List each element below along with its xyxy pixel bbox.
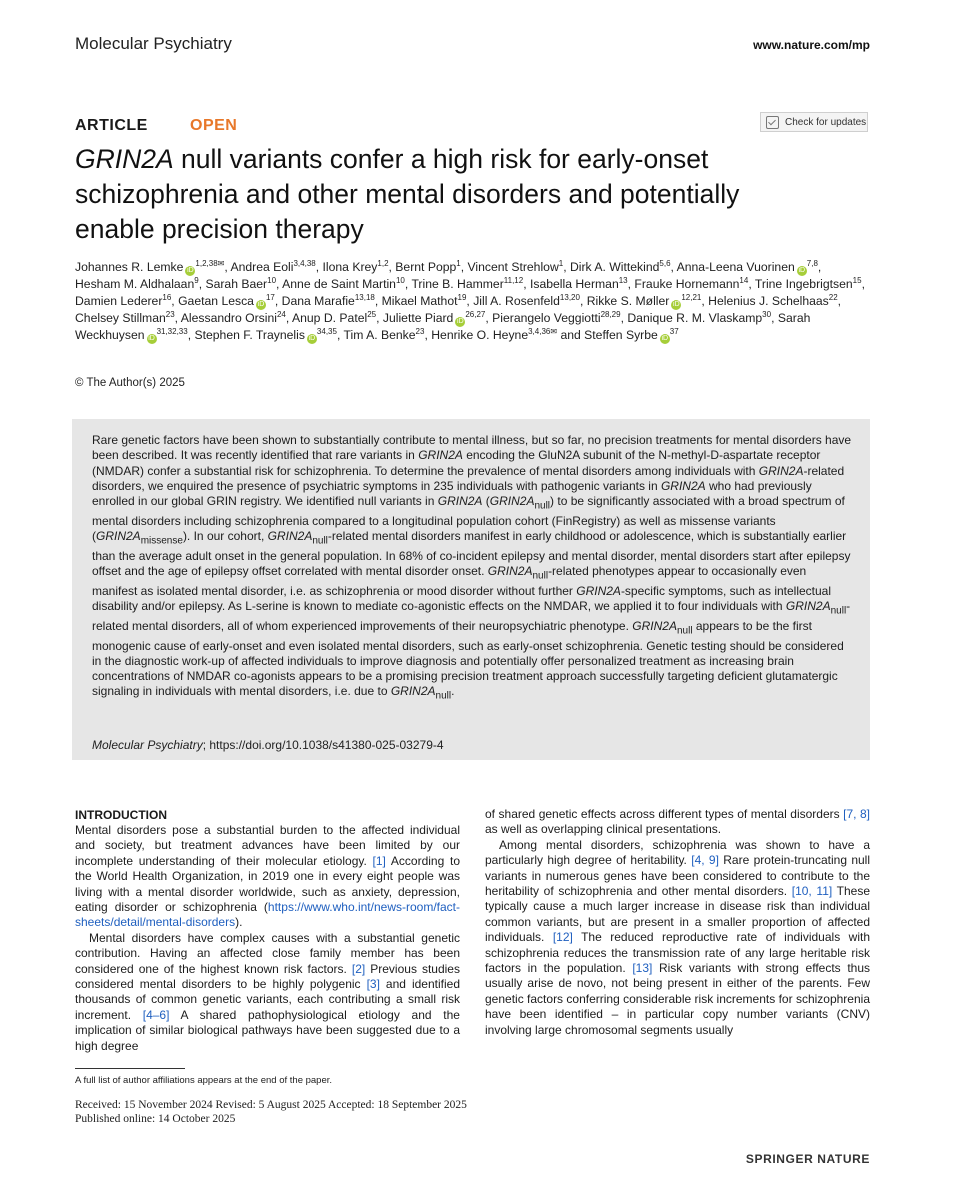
envelope-icon[interactable]: ✉ xyxy=(550,326,558,336)
author xyxy=(570,260,671,274)
received-dates: Received: 15 November 2024 Revised: 5 August 2025 Accepted: 18 September 2025 xyxy=(75,1099,467,1111)
body-column-right xyxy=(485,807,870,1038)
check-for-updates-button[interactable] xyxy=(760,112,868,132)
affiliation-numbers: 15 xyxy=(852,275,862,285)
orcid-icon[interactable]: iD xyxy=(148,335,155,342)
envelope-icon[interactable]: ✉ xyxy=(217,258,225,268)
author-name: Trine Ingebrigtsen xyxy=(754,277,853,291)
affiliation-numbers: 34,35 xyxy=(316,326,337,336)
affiliation-numbers: 17 xyxy=(265,292,275,302)
author-name: Helenius J. Schelhaas xyxy=(708,294,829,308)
orcid-icon[interactable]: iD xyxy=(187,267,194,274)
affiliation-numbers: 19 xyxy=(457,292,467,302)
affiliation-numbers: 3,4,36 xyxy=(528,326,551,336)
author-name: Pierangelo Veggiotti xyxy=(492,311,601,325)
affiliation-numbers: 1 xyxy=(558,258,564,268)
open-access-label: OPEN xyxy=(190,117,238,134)
author xyxy=(292,311,376,325)
article-type: ARTICLE xyxy=(75,117,148,134)
reference-link[interactable]: [2] xyxy=(351,961,366,976)
author-name: Rikke S. Møller xyxy=(586,294,670,308)
author-name: Ilona Krey xyxy=(322,260,378,274)
orcid-icon[interactable]: iD xyxy=(257,301,265,308)
author-name: Trine B. Hammer xyxy=(411,277,504,291)
author xyxy=(492,311,620,325)
section-heading: INTRODUCTION xyxy=(75,808,167,822)
author-name: Tim A. Benke xyxy=(343,328,416,342)
author-name: Isabella Herman xyxy=(529,277,619,291)
affiliation-numbers: 13 xyxy=(618,275,628,285)
author xyxy=(627,311,771,325)
author-name: Bernt Popp xyxy=(395,260,457,274)
affiliation-numbers: 9 xyxy=(194,275,199,285)
author-name: Henrike O. Heyne xyxy=(431,328,529,342)
citation-journal: Molecular Psychiatry xyxy=(92,738,203,752)
affiliation-footnote: A full list of author affiliations appears at the end of the paper. xyxy=(75,1075,333,1086)
reference-link[interactable]: [3] xyxy=(366,977,380,992)
affiliation-numbers: 30 xyxy=(762,309,772,319)
author xyxy=(395,260,460,274)
title-rest: null variants confer a high risk for early-onset schizophrenia and other mental disorders and potentially enable precision therapy xyxy=(75,144,740,244)
affiliation-numbers: 11,12 xyxy=(503,275,524,285)
affiliation-numbers: 5,6 xyxy=(659,258,671,268)
affiliation-numbers: 10 xyxy=(395,275,405,285)
check-updates-label: Check for updates xyxy=(785,116,867,128)
affiliation-numbers: 13,20 xyxy=(559,292,580,302)
affiliation-numbers: 3,4,38 xyxy=(293,258,316,268)
publication-dates xyxy=(75,1098,595,1126)
orcid-icon[interactable]: iD xyxy=(661,335,669,342)
paragraph: Mental disorders have complex causes with a substantial genetic contribution. Having an affected close family member has been considered one of the highest known risk factors. [2] Previous studies considered mental disorders to be highly polygenic [3] and identified thousands of common genetic variants, each contributing a small risk increment. [4–6] A shared pathophysiological etiology and the implication of similar biological pathways have been suggested due to a high degree xyxy=(75,930,461,1053)
orcid-icon[interactable]: iD xyxy=(308,335,316,342)
author xyxy=(473,294,580,308)
footnote-divider xyxy=(75,1068,185,1069)
affiliation-numbers: 10 xyxy=(267,275,277,285)
affiliation-numbers: 24 xyxy=(276,309,286,319)
reference-link[interactable]: [7, 8] xyxy=(843,807,870,821)
reference-link[interactable]: [13] xyxy=(632,961,653,976)
author-name: Stephen F. Traynelis xyxy=(194,328,305,342)
author xyxy=(75,294,171,308)
author-name: Dirk A. Wittekind xyxy=(569,260,660,274)
author-name: Vincent Strehlow xyxy=(467,260,559,274)
reference-link[interactable]: [12] xyxy=(552,930,573,945)
orcid-icon[interactable]: iD xyxy=(457,318,464,325)
author-name: Sarah Weckhuysen xyxy=(75,311,811,342)
author xyxy=(411,277,523,291)
author-name: Damien Lederer xyxy=(75,294,163,308)
affiliation-numbers: 26,27 xyxy=(465,309,486,319)
citation-line xyxy=(92,738,444,752)
author xyxy=(75,260,224,274)
author xyxy=(382,294,467,308)
author-name: Steffen Syrbe xyxy=(584,328,658,342)
affiliation-numbers: 28,29 xyxy=(600,309,621,319)
author-name: Anna-Leena Vuorinen xyxy=(676,260,795,274)
author-list: Johannes R. Lemke $iD^{1,2,38✉}$, Andrea Eoli$^{3,4,38}$, Ilona Krey$^{1,2}$, Bernt Popp$^1$, Vincent Strehlow$^1$, Dirk A. Wittekind$^{5,6}$, Anna-Leena Vuorinen iD$^{7,8}$, Hesham M. Aldhalaan$^9$, Sarah Baer$^{10}$, Anne de Saint Martin$^{10}$, Trine B. Hammer$^{11,12}$, Isabella Herman$^{13}$, Frauke Hornemann$^{14}$, Trine Ingebrigtsen$^{15}$, Damien Lederer$^{16}$, Gaetan Lesca $iD^{17}$, Dana Marafie$^{13,18}$, Mikael Mathot$^{19}$, Jill A. Rosenfeld$^{13,20}$, Rikke S. Møller iD$^{12,21}$, Helenius J. Schelhaas$^{22}$, Chelsey Stillman$^{23}$, Alessandro Orsini$^{24}$, Anup D. Patel$^{25}$, Juliette Piard iD$^{26,27}$, Pierangelo Veggiotti$^{28,29}$, Danique R. M. Vlaskamp$^{30}$, Sarah Weckhuysen iD$^{31,32,33}$, Stephen F. Traynelis iD$^{34,35}$, Tim A. Benke$^{23}$, Henrike O. Heyne$^{3,4,36✉}$ and Steffen Syrbe $iD^{37}$ xyxy=(75,258,865,342)
journal-url[interactable]: www.nature.com/mp xyxy=(753,38,870,52)
author-name: Andrea Eoli xyxy=(230,260,294,274)
author xyxy=(530,277,628,291)
paragraph: of shared genetic effects across different types of mental disorders [7, 8] as well as overlapping clinical presentations. xyxy=(485,807,870,837)
affiliation-numbers: 1 xyxy=(456,258,461,268)
author xyxy=(205,277,276,291)
author xyxy=(75,311,175,325)
author-name: Frauke Hornemann xyxy=(634,277,740,291)
reference-link[interactable]: [10, 11] xyxy=(791,884,833,899)
reference-link[interactable]: [4, 9] xyxy=(691,853,719,868)
affiliation-numbers: 13,18 xyxy=(354,292,375,302)
paragraph: Mental disorders pose a substantial burden to the affected individual and society, but treatment advances have been limited by our incomplete understanding of their molecular etiology. [1] According to the World Health Organization, in 2019 one in every eight people was living with a mental disorder worldwide, such as anxiety, depression, eating disorder or schizophrenia (https://www.who.int/news-room/fact-sheets/detail/mental-disorders). xyxy=(75,823,460,930)
author xyxy=(75,277,199,291)
author-name: Anup D. Patel xyxy=(291,311,368,325)
orcid-icon[interactable]: iD xyxy=(673,301,680,308)
author-name: Alessandro Orsini xyxy=(180,311,277,325)
reference-link[interactable]: [1] xyxy=(372,853,386,868)
author xyxy=(178,294,275,308)
affiliation-numbers: 16 xyxy=(162,292,172,302)
author-name: Jill A. Rosenfeld xyxy=(473,294,560,308)
affiliation-numbers: 1,2 xyxy=(377,258,389,268)
affiliation-numbers: 7,8 xyxy=(806,258,818,268)
abstract-text: Rare genetic factors have been shown to substantially contribute to mental illness, but so far, no precision treatments for mental disorders have been described. It was recently identified that rare variants in GRIN2A encoding the GluN2A subunit of the N-methyl-D-aspartate receptor (NMDAR) confer a substantial risk for schizophrenia. To determine the prevalence of mental disorders among individuals with GRIN2A-related disorders, we enquired the presence of psychiatric symptoms in 235 individuals with pathogenic variants in GRIN2A who had previously enrolled in our global GRIN registry. We identified null variants in GRIN2A $(GRIN2A_{null})$ to be significantly associated with a broad spectrum of mental disorders including schizophrenia compared to a longitudinal population cohort (FinRegistry) as well as missense variants $(GRIN2A_{missense})$. In our cohort, $GRIN2A_{null}$-related mental disorders manifest in early childhood or adolescence, which is substantially earlier than the average adult onset in the general population. In 68% of co-incident epilepsy and mental disorder, mental disorders start after epilepsy offset and the age of epilepsy offset correlated with mental disorder onset. $GRIN2A_{null}$-related phenotypes appear to occasionally even manifest as isolated mental disorder, i.e. as schizophrenia or mood disorder without further GRIN2A-specific symptoms, such as intellectual disability and/or epilepsy. As L-serine is known to mediate co-agonistic effects on the NMDAR, we applied it to four individuals with $GRIN2A_{null}$-related mental disorders, all of whom experienced improvements of their neuropsychiatric phenotype. $GRIN2A_{null}$ appears to be the first monogenic cause of early-onset and even isolated mental disorders, such as early-onset schizophrenia. Genetic testing should be considered in the diagnostic work-up of affected individuals to improve diagnosis and potentially offer personalized treatment as increasing brain concentrations of NMDAR co-agonists appears to be a promising precision treatment approach successfully targeting deficient glutamatergic signaling in individuals with mental disorders, i.e. due to $GRIN2A_{null}$. xyxy=(92,433,852,702)
author xyxy=(230,260,315,274)
author xyxy=(282,277,405,291)
author xyxy=(383,311,485,325)
publisher-logo: SPRINGER NATURE xyxy=(745,1152,870,1166)
author-name: Anne de Saint Martin xyxy=(282,277,396,291)
author-name: Johannes R. Lemke xyxy=(75,260,184,274)
author-name: Gaetan Lesca xyxy=(178,294,254,308)
author xyxy=(431,328,557,342)
title-gene: GRIN2A xyxy=(75,144,174,174)
author-name: Hesham M. Aldhalaan xyxy=(75,277,195,291)
affiliation-numbers: 1,2,38 xyxy=(195,258,218,268)
affiliation-numbers: 23 xyxy=(165,309,175,319)
author-name: Juliette Piard xyxy=(382,311,454,325)
author xyxy=(584,328,679,342)
article-title xyxy=(75,142,815,247)
author xyxy=(677,260,818,274)
body-column-left xyxy=(75,823,460,1054)
author-name: Sarah Baer xyxy=(205,277,268,291)
affiliation-numbers: 22 xyxy=(828,292,838,302)
author xyxy=(194,328,336,342)
affiliation-numbers: 25 xyxy=(367,309,377,319)
affiliation-numbers: 37 xyxy=(669,326,679,336)
citation-doi[interactable]: ; https://doi.org/10.1038/s41380-025-03279-4 xyxy=(202,738,444,752)
journal-name: Molecular Psychiatry xyxy=(75,34,232,53)
who-link[interactable]: https://www.who.int/news-room/fact-sheets/detail/mental-disorders xyxy=(75,900,460,930)
author xyxy=(587,294,702,308)
reference-link[interactable]: [4–6] xyxy=(142,1007,170,1022)
orcid-icon[interactable]: iD xyxy=(798,267,806,274)
paragraph: Among mental disorders, schizophrenia was shown to have a particularly high degree of heritability. [4, 9] Rare protein-truncating null variants in numerous genes have been considered to contribute to the heritability of schizophrenia and other mental disorders. [10, 11] These typically cause a much larger increase in disease risk than individual common variants, but are present in a smaller proportion of affected individuals. [12] The reduced reproductive rate of individuals with schizophrenia reduces the transmission rate of any large heritable risk factors in the population. [13] Risk variants with strong effects thus usually arise de novo, not being present in either of the parents. Few genetic factors conferring considerable risk increments for schizophrenia have been identified – in particular copy number variants (CNV) involving large chromosomal segments usually xyxy=(485,837,871,1037)
author xyxy=(755,277,862,291)
copyright: © The Author(s) 2025 xyxy=(75,377,185,389)
affiliation-numbers: 12,21 xyxy=(681,292,702,302)
author-name: Mikael Mathot xyxy=(381,294,458,308)
author xyxy=(708,294,838,308)
author xyxy=(323,260,389,274)
author-name: Dana Marafie xyxy=(281,294,355,308)
author-name: Chelsey Stillman xyxy=(75,311,166,325)
author xyxy=(468,260,564,274)
author-name: Danique R. M. Vlaskamp xyxy=(627,311,763,325)
author xyxy=(282,294,375,308)
affiliation-numbers: 14 xyxy=(739,275,749,285)
affiliation-numbers: 31,32,33 xyxy=(156,326,188,336)
published-date: Published online: 14 October 2025 xyxy=(75,1113,236,1125)
author xyxy=(634,277,748,291)
author xyxy=(181,311,286,325)
affiliation-numbers: 23 xyxy=(415,326,425,336)
author xyxy=(344,328,425,342)
check-updates-icon xyxy=(766,116,779,129)
